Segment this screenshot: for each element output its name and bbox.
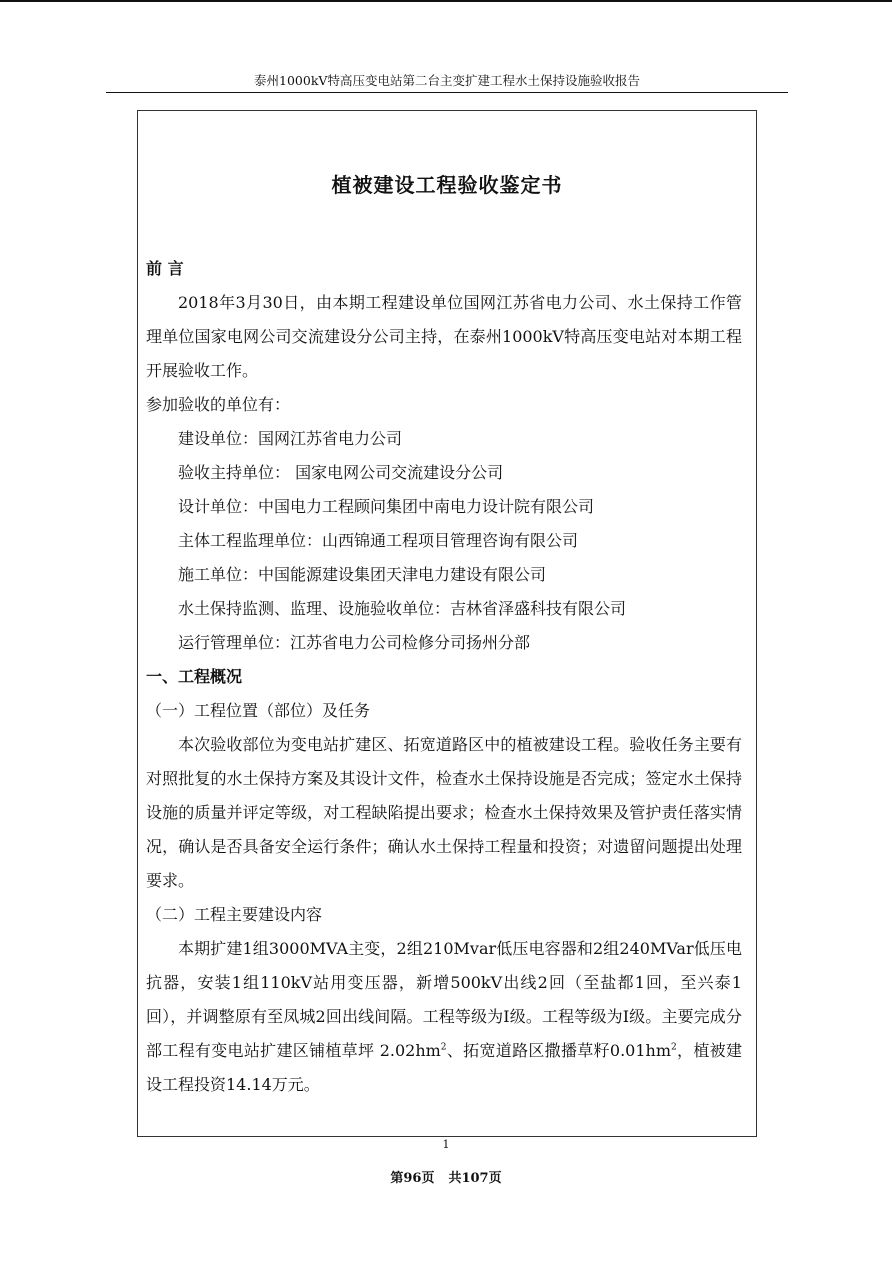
subsection2-text-c: ，植被建设工程投资14.14万元。	[146, 1041, 742, 1094]
running-header: 泰州1000kV特高压变电站第二台主变扩建工程水土保持设施验收报告	[106, 70, 788, 93]
certificate-frame	[137, 110, 757, 1137]
subsection1-paragraph: 本次验收部位为变电站扩建区、拓宽道路区中的植被建设工程。验收任务主要有对照批复的水土保持方案及其设计文件，检查水土保持设施是否完成；签定水土保持设施的质量并评定等级，对工程缺陷提出要求；检查水土保持效果及管护责任落实情况，确认是否具备安全运行条件；确认水土保持工程量和投资；对遗留问题提出处理要求。	[146, 735, 742, 890]
participant-design-unit: 设计单位：中国电力工程顾问集团中南电力设计院有限公司	[178, 497, 595, 516]
footer-page-number: 第96页	[390, 1171, 435, 1186]
subsection2-text-b: 、拓宽道路区撒播草籽0.01hm	[446, 1041, 672, 1060]
subsection1-heading: （一）工程位置（部位）及任务	[146, 701, 371, 720]
top-border-line	[0, 0, 892, 2]
participant-monitoring-unit: 水土保持监测、监理、设施验收单位：吉林省泽盛科技有限公司	[178, 599, 627, 618]
subsection2-text-a: 本期扩建1组3000MVA主变，2组210Mvar低压电容器和2组240MVar低压电抗器，安装1组110kV站用变压器，新增500kV出线2回（至盐都1回，至兴泰1回），并调整原有至凤城2回出线间隔。工程等级为Ⅰ级。工程等级为Ⅰ级。主要完成分部工程有变电站扩建区铺植草坪 2.02hm	[146, 939, 742, 1060]
area-unit-superscript-a: 2	[440, 1042, 447, 1053]
subsection2-heading: （二）工程主要建设内容	[146, 905, 323, 924]
document-body	[146, 252, 742, 1102]
section1-heading: 一、工程概况	[146, 667, 243, 686]
inner-page-number: 1	[442, 1138, 450, 1151]
participants-heading: 参加验收的单位有：	[146, 395, 291, 414]
participant-construction-unit: 建设单位：国网江苏省电力公司	[178, 429, 403, 448]
participant-host-unit: 验收主持单位： 国家电网公司交流建设分公司	[178, 463, 504, 482]
document-title: 植被建设工程验收鉴定书	[331, 173, 563, 197]
subsection2-paragraph	[146, 932, 742, 1102]
preface-heading: 前 言	[146, 259, 184, 278]
footer-total-pages: 共107页	[448, 1171, 502, 1186]
participant-contractor-unit: 施工单位：中国能源建设集团天津电力建设有限公司	[178, 565, 547, 584]
participant-supervision-unit: 主体工程监理单位：山西锦通工程项目管理咨询有限公司	[178, 531, 579, 550]
page-footer	[0, 1169, 892, 1189]
participant-operation-unit: 运行管理单位：江苏省电力公司检修分司扬州分部	[178, 633, 531, 652]
preface-paragraph: 2018年3月30日，由本期工程建设单位国网江苏省电力公司、水土保持工作管理单位国家电网公司交流建设分公司主持，在泰州1000kV特高压变电站对本期工程开展验收工作。	[146, 293, 742, 380]
area-unit-superscript-b: 2	[671, 1042, 677, 1053]
